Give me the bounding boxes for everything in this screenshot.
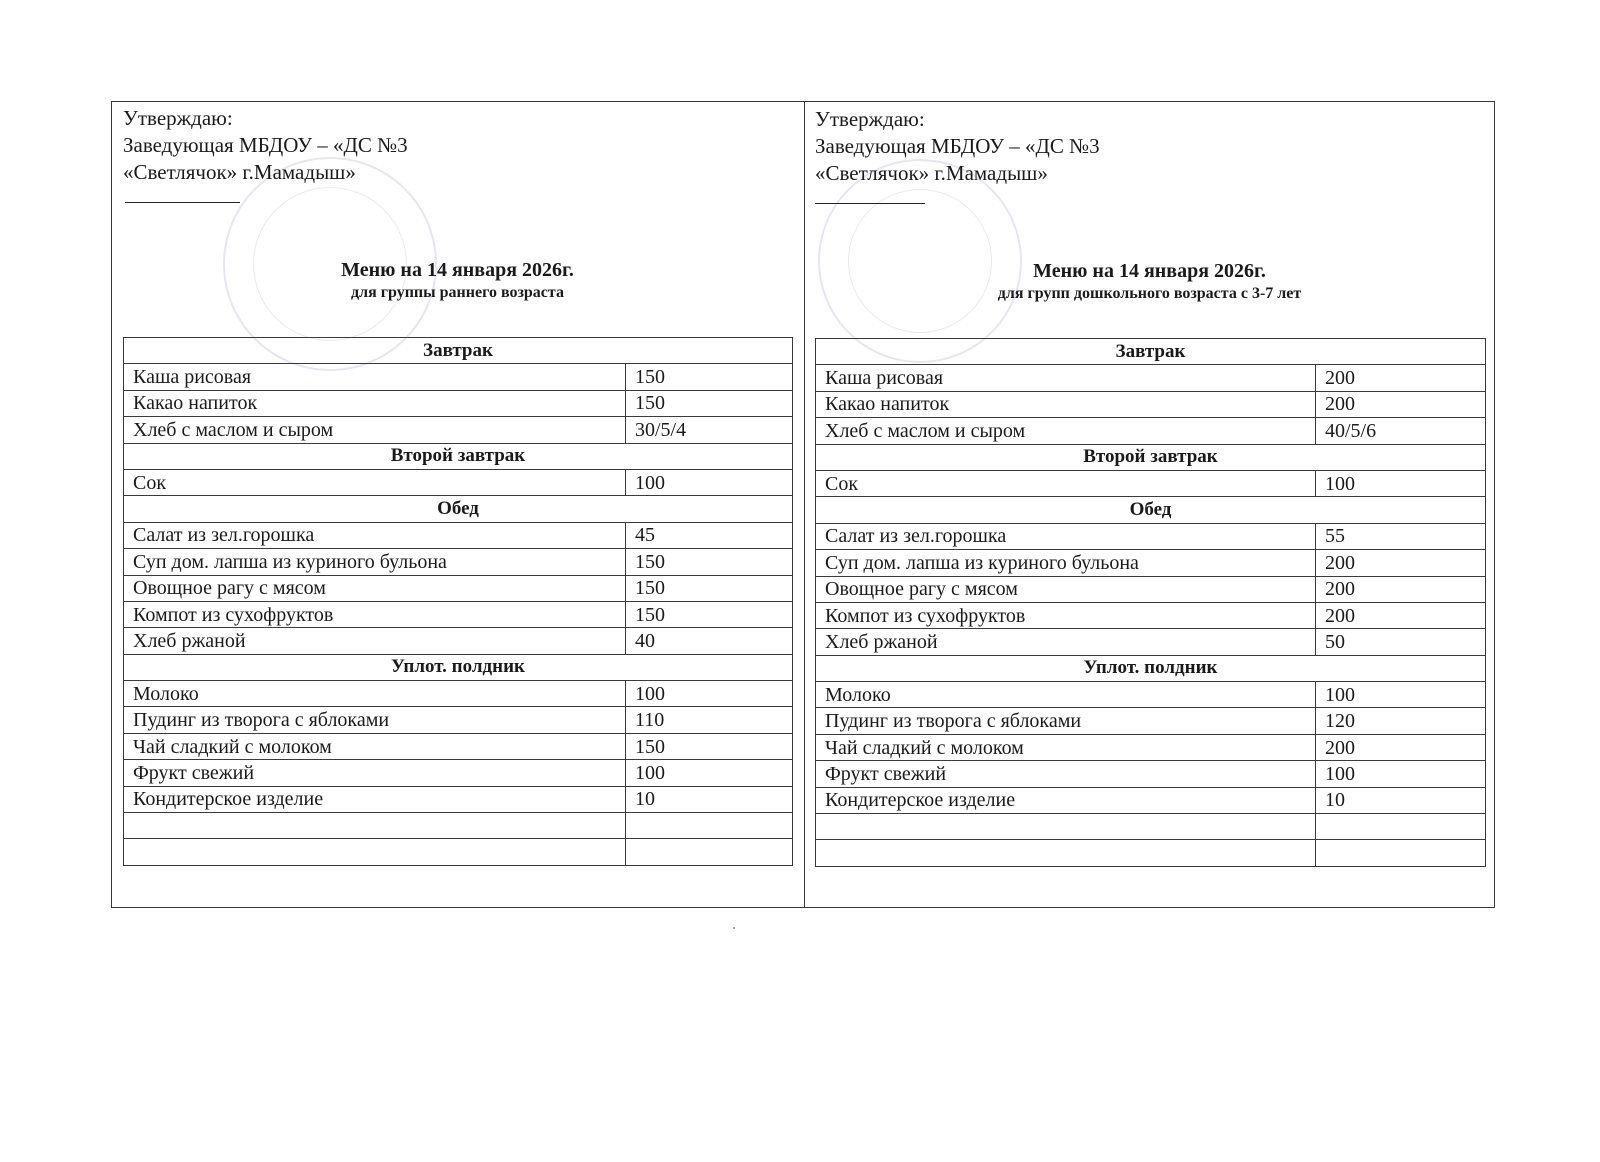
- approval-line-1: Утверждаю:: [815, 107, 925, 131]
- section-header-row: [816, 655, 1486, 681]
- approval-block: [123, 105, 408, 186]
- dish-name: Суп дом. лапша из куриного бульона: [816, 550, 1316, 576]
- section-title: Обед: [124, 496, 793, 522]
- portion-size: 55: [1316, 523, 1486, 549]
- dish-name: Молоко: [816, 682, 1316, 708]
- portion-size: 150: [626, 733, 793, 759]
- portion-size: 100: [626, 760, 793, 786]
- portion-size: 200: [1316, 602, 1486, 628]
- portion-size: 150: [626, 549, 793, 575]
- dish-name: Овощное рагу с мясом: [816, 576, 1316, 602]
- menu-item-row: [124, 760, 793, 786]
- menu-item-row: [816, 814, 1486, 840]
- menu-item-row: [124, 628, 793, 654]
- approval-line-2: Заведующая МБДОУ – «ДС №3: [815, 134, 1100, 158]
- menu-item-row: [816, 840, 1486, 866]
- section-title: Завтрак: [816, 339, 1486, 365]
- section-header-row: [816, 444, 1486, 470]
- portion-size: 200: [1316, 550, 1486, 576]
- menu-item-row: [816, 734, 1486, 760]
- menu-item-row: [124, 469, 793, 495]
- section-header-row: [124, 654, 793, 680]
- menu-item-row: [124, 839, 793, 865]
- portion-size: 100: [626, 681, 793, 707]
- dish-name: Овощное рагу с мясом: [124, 575, 626, 601]
- menu-item-row: [816, 550, 1486, 576]
- menu-item-row: [124, 549, 793, 575]
- menu-item-row: [816, 523, 1486, 549]
- menu-item-row: [124, 390, 793, 416]
- dish-name: Хлеб ржаной: [816, 629, 1316, 655]
- menu-title: Меню на 14 января 2026г.: [341, 259, 574, 281]
- menu-item-row: [124, 707, 793, 733]
- portion-size: 45: [626, 522, 793, 548]
- dish-name: Фрукт свежий: [816, 761, 1316, 787]
- section-title: Уплот. полдник: [816, 655, 1486, 681]
- portion-size: [626, 839, 793, 865]
- approval-block: [815, 106, 1100, 187]
- menu-item-row: [816, 365, 1486, 391]
- menu-item-row: [816, 470, 1486, 496]
- dish-name: Молоко: [124, 681, 626, 707]
- menu-table: [123, 337, 793, 866]
- menu-title-block: [804, 259, 1495, 305]
- dish-name: Хлеб с маслом и сыром: [124, 417, 626, 443]
- portion-size: 110: [626, 707, 793, 733]
- menu-table-body: [124, 338, 793, 866]
- section-header-row: [816, 339, 1486, 365]
- section-header-row: [124, 338, 793, 364]
- section-header-row: [816, 497, 1486, 523]
- menu-table: [815, 338, 1486, 867]
- portion-size: 150: [626, 601, 793, 627]
- dish-name: Пудинг из творога с яблоками: [816, 708, 1316, 734]
- signature-line: [815, 203, 925, 204]
- menu-item-row: [816, 576, 1486, 602]
- dish-name: Каша рисовая: [816, 365, 1316, 391]
- section-title: Уплот. полдник: [124, 654, 793, 680]
- dish-name: Компот из сухофруктов: [816, 602, 1316, 628]
- portion-size: 10: [1316, 787, 1486, 813]
- portion-size: 200: [1316, 365, 1486, 391]
- menu-item-row: [816, 418, 1486, 444]
- dish-name: Какао напиток: [816, 391, 1316, 417]
- portion-size: 150: [626, 390, 793, 416]
- menu-item-row: [124, 575, 793, 601]
- portion-size: 100: [1316, 682, 1486, 708]
- menu-item-row: [124, 417, 793, 443]
- portion-size: 10: [626, 786, 793, 812]
- menu-subtitle: для групп дошкольного возраста с 3-7 лет: [997, 285, 1302, 302]
- dish-name: Чай сладкий с молоком: [816, 734, 1316, 760]
- portion-size: 100: [626, 469, 793, 495]
- dish-name: Каша рисовая: [124, 364, 626, 390]
- menu-item-row: [124, 522, 793, 548]
- dish-name: Салат из зел.горошка: [124, 522, 626, 548]
- menu-item-row: [124, 364, 793, 390]
- dish-name: Пудинг из творога с яблоками: [124, 707, 626, 733]
- scan-speck: [733, 927, 735, 929]
- menu-item-row: [124, 681, 793, 707]
- section-header-row: [124, 443, 793, 469]
- dish-name: [816, 840, 1316, 866]
- menu-subtitle: для группы раннего возраста: [351, 284, 564, 301]
- dish-name: Фрукт свежий: [124, 760, 626, 786]
- menu-item-row: [124, 786, 793, 812]
- dish-name: Какао напиток: [124, 390, 626, 416]
- section-title: Второй завтрак: [124, 443, 793, 469]
- portion-size: 40/5/6: [1316, 418, 1486, 444]
- dish-name: Чай сладкий с молоком: [124, 733, 626, 759]
- menu-item-row: [124, 813, 793, 839]
- dish-name: [124, 813, 626, 839]
- dish-name: Кондитерское изделие: [816, 787, 1316, 813]
- portion-size: 100: [1316, 761, 1486, 787]
- dish-name: Хлеб с маслом и сыром: [816, 418, 1316, 444]
- approval-line-3: «Светлячок» г.Мамадыш»: [123, 160, 356, 184]
- portion-size: [626, 813, 793, 839]
- dish-name: [124, 839, 626, 865]
- portion-size: 150: [626, 575, 793, 601]
- portion-size: 200: [1316, 734, 1486, 760]
- menu-table-body: [816, 339, 1486, 867]
- portion-size: 200: [1316, 576, 1486, 602]
- signature-line: [125, 202, 240, 203]
- portion-size: [1316, 840, 1486, 866]
- menu-item-row: [816, 629, 1486, 655]
- dish-name: Кондитерское изделие: [124, 786, 626, 812]
- approval-line-3: «Светлячок» г.Мамадыш»: [815, 161, 1048, 185]
- menu-title: Меню на 14 января 2026г.: [1033, 260, 1266, 282]
- portion-size: 120: [1316, 708, 1486, 734]
- menu-item-row: [816, 602, 1486, 628]
- menu-item-row: [816, 708, 1486, 734]
- dish-name: Компот из сухофруктов: [124, 601, 626, 627]
- menu-item-row: [816, 682, 1486, 708]
- portion-size: 200: [1316, 391, 1486, 417]
- approval-line-1: Утверждаю:: [123, 106, 233, 130]
- menu-item-row: [816, 761, 1486, 787]
- portion-size: 40: [626, 628, 793, 654]
- menu-item-row: [816, 787, 1486, 813]
- dish-name: Хлеб ржаной: [124, 628, 626, 654]
- portion-size: 30/5/4: [626, 417, 793, 443]
- portion-size: 50: [1316, 629, 1486, 655]
- portion-size: [1316, 814, 1486, 840]
- menu-panel-early-age: [111, 101, 804, 908]
- menu-item-row: [124, 601, 793, 627]
- portion-size: 150: [626, 364, 793, 390]
- menu-title-block: [111, 258, 804, 304]
- portion-size: 100: [1316, 470, 1486, 496]
- menu-item-row: [124, 733, 793, 759]
- dish-name: [816, 814, 1316, 840]
- menu-item-row: [816, 391, 1486, 417]
- section-title: Завтрак: [124, 338, 793, 364]
- dish-name: Сок: [124, 469, 626, 495]
- section-title: Второй завтрак: [816, 444, 1486, 470]
- section-title: Обед: [816, 497, 1486, 523]
- approval-line-2: Заведующая МБДОУ – «ДС №3: [123, 133, 408, 157]
- dish-name: Суп дом. лапша из куриного бульона: [124, 549, 626, 575]
- dish-name: Сок: [816, 470, 1316, 496]
- menu-panel-preschool: [804, 101, 1495, 908]
- dish-name: Салат из зел.горошка: [816, 523, 1316, 549]
- section-header-row: [124, 496, 793, 522]
